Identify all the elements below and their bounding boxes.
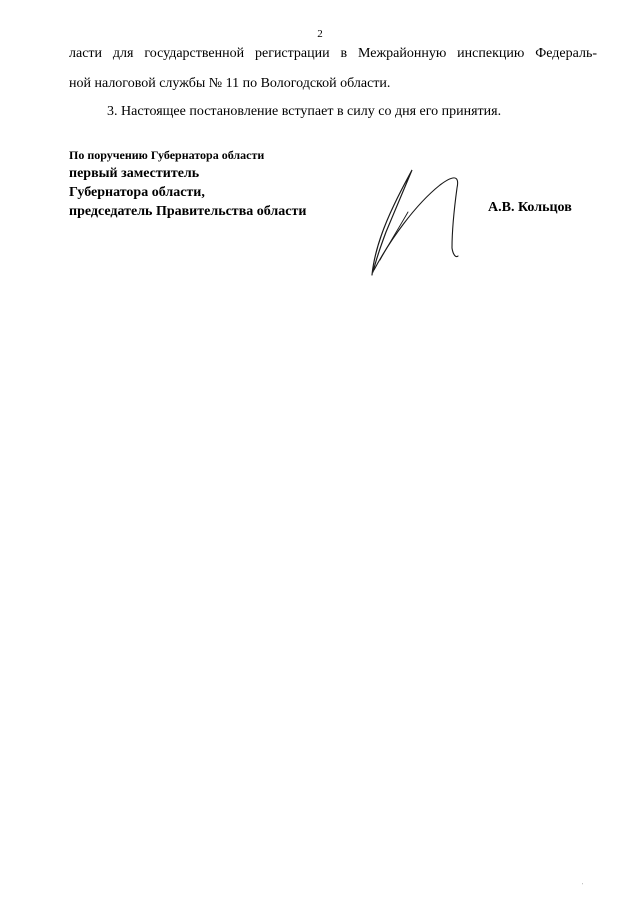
paragraph-continuation-line-1: ласти для государственной регистрации в Межрайонную инспекцию Федераль- xyxy=(69,46,597,61)
position-line-3: председатель Правительства области xyxy=(69,204,307,219)
position-line-2: Губернатора области, xyxy=(69,185,205,200)
page-number: 2 xyxy=(317,28,323,40)
signature-block xyxy=(69,147,306,221)
signer-name: А.В. Кольцов xyxy=(488,200,572,215)
position-line-1: первый заместитель xyxy=(69,166,200,181)
paragraph-continuation-line-2: ной налоговой службы № 11 по Вологодской области. xyxy=(69,76,391,91)
paragraph-3: 3. Настоящее постановление вступает в силу со дня его принятия. xyxy=(107,104,502,119)
on-behalf-line: По поручению Губернатора области xyxy=(69,148,265,162)
corner-mark: ' xyxy=(582,883,584,889)
handwritten-signature xyxy=(360,160,470,280)
